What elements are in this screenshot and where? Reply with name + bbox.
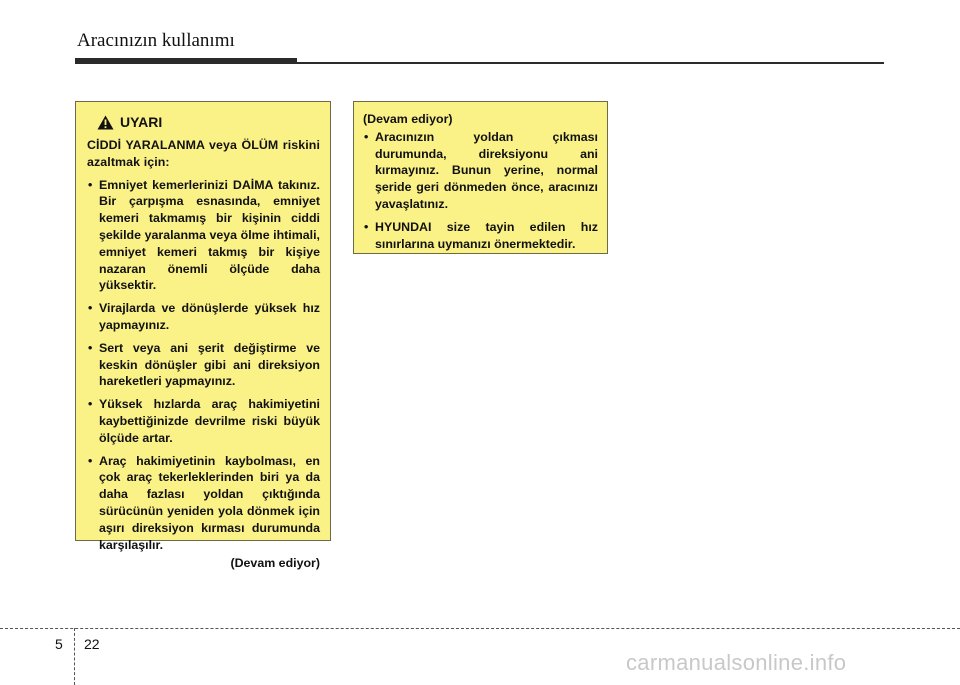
warning-heading — [97, 114, 320, 130]
warning-item: • Emniyet kemerlerinizi DAİMA takınız. Bir çarpışma esnasında, emniyet kemeri takmamış bir kişinin ciddi şekilde yaralanma veya ölme ihtimali, emniyet kemeri takmış bir kişiye nazaran önemli ölçüde daha yüksektir. — [87, 177, 320, 295]
warning-title: UYARI — [120, 113, 163, 130]
warning-triangle-icon — [97, 115, 114, 130]
continued-warning-box — [353, 101, 608, 254]
page-header-title: Aracınızın kullanımı — [77, 30, 235, 51]
header-rule-thin — [297, 62, 884, 64]
footer-divider — [0, 628, 960, 629]
warning-item: • Virajlarda ve dönüşlerde yüksek hız yapmayınız. — [87, 300, 320, 334]
warning-box — [75, 101, 331, 571]
continued-list — [363, 129, 598, 253]
warning-item: • Aracınızın yoldan çıkması durumunda, direksiyonu ani kırmayınız. Bunun yerine, normal şeride geri dönmeden önce, aracınızı yavaşlatınız. — [363, 129, 598, 213]
footer-vertical-divider — [74, 628, 75, 685]
watermark: carmanualsonline.info — [626, 650, 847, 675]
warning-item: • Araç hakimiyetinin kaybolması, en çok araç tekerleklerinden biri ya da daha fazlası yoldan çıktığında sürücünün yeniden yola dönmek için aşırı direksiyon kırması durumunda karşılaşılır. — [87, 453, 320, 554]
continued-label: (Devam ediyor) — [363, 112, 453, 126]
warning-item: • Yüksek hızlarda araç hakimiyetini kaybettiğinizde devrilme riski büyük ölçüde artar. — [87, 396, 320, 446]
warning-intro: CİDDİ YARALANMA veya ÖLÜM riskini azaltmak için: — [87, 138, 320, 169]
page-section-number: 5 — [55, 636, 63, 652]
warning-item: • HYUNDAI size tayin edilen hız sınırlarına uymanızı önermektedir. — [363, 219, 598, 253]
page-number: 22 — [84, 636, 100, 652]
header-rule-thick — [75, 58, 297, 64]
warning-list — [87, 177, 320, 554]
warning-item: • Sert veya ani şerit değiştirme ve keskin dönüşler gibi ani direksiyon hareketleri yapmayınız. — [87, 340, 320, 390]
continued-label: (Devam ediyor) — [230, 556, 320, 571]
